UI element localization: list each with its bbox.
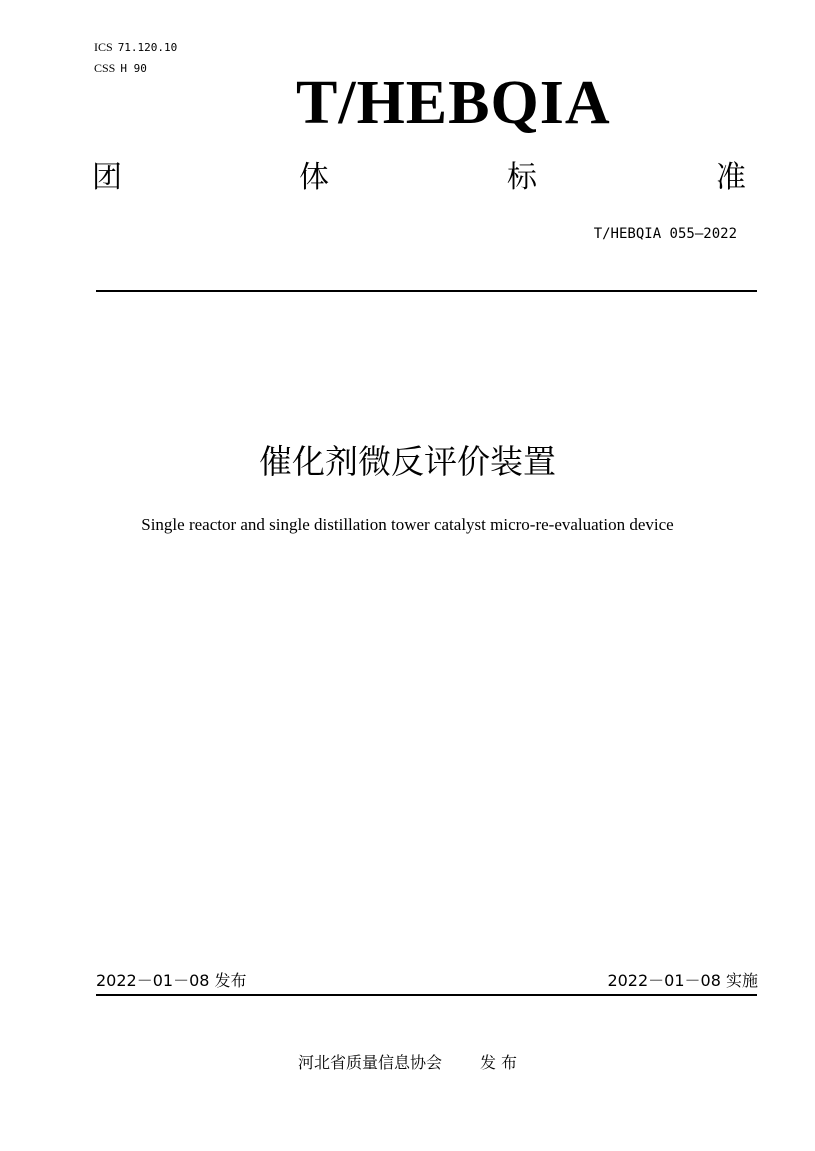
ics-code [94, 40, 177, 55]
css-value: H 90 [120, 62, 147, 75]
publish-date-line [96, 970, 247, 992]
issuer-line [0, 1052, 815, 1074]
brand-title: T/HEBQIA [296, 69, 611, 137]
implement-date: 2022－01－08 [607, 971, 721, 990]
css-code [94, 61, 147, 76]
standard-type-char-2: 体 [299, 160, 329, 195]
publish-date: 2022－01－08 [96, 971, 210, 990]
standard-type-char-4: 准 [716, 160, 746, 195]
footer-divider [96, 994, 757, 996]
standard-number: T/HEBQIA 055—2022 [593, 226, 737, 242]
ics-label: ICS [94, 40, 113, 54]
standard-type-char-3: 标 [507, 160, 537, 195]
issuer-action: 发 布 [479, 1053, 518, 1072]
document-title-en: Single reactor and single distillation tower catalyst micro-re-evaluation device [141, 515, 674, 534]
issuer-name: 河北省质量信息协会 [297, 1053, 442, 1072]
document-title-cn: 催化剂微反评价装置 [259, 442, 556, 481]
css-label: CSS [94, 61, 116, 75]
standard-type-char-1: 团 [92, 160, 122, 195]
ics-value: 71.120.10 [117, 41, 178, 54]
implement-date-line [607, 970, 758, 992]
publish-label: 发布 [214, 971, 247, 990]
implement-label: 实施 [725, 971, 758, 990]
header-divider [96, 290, 757, 292]
